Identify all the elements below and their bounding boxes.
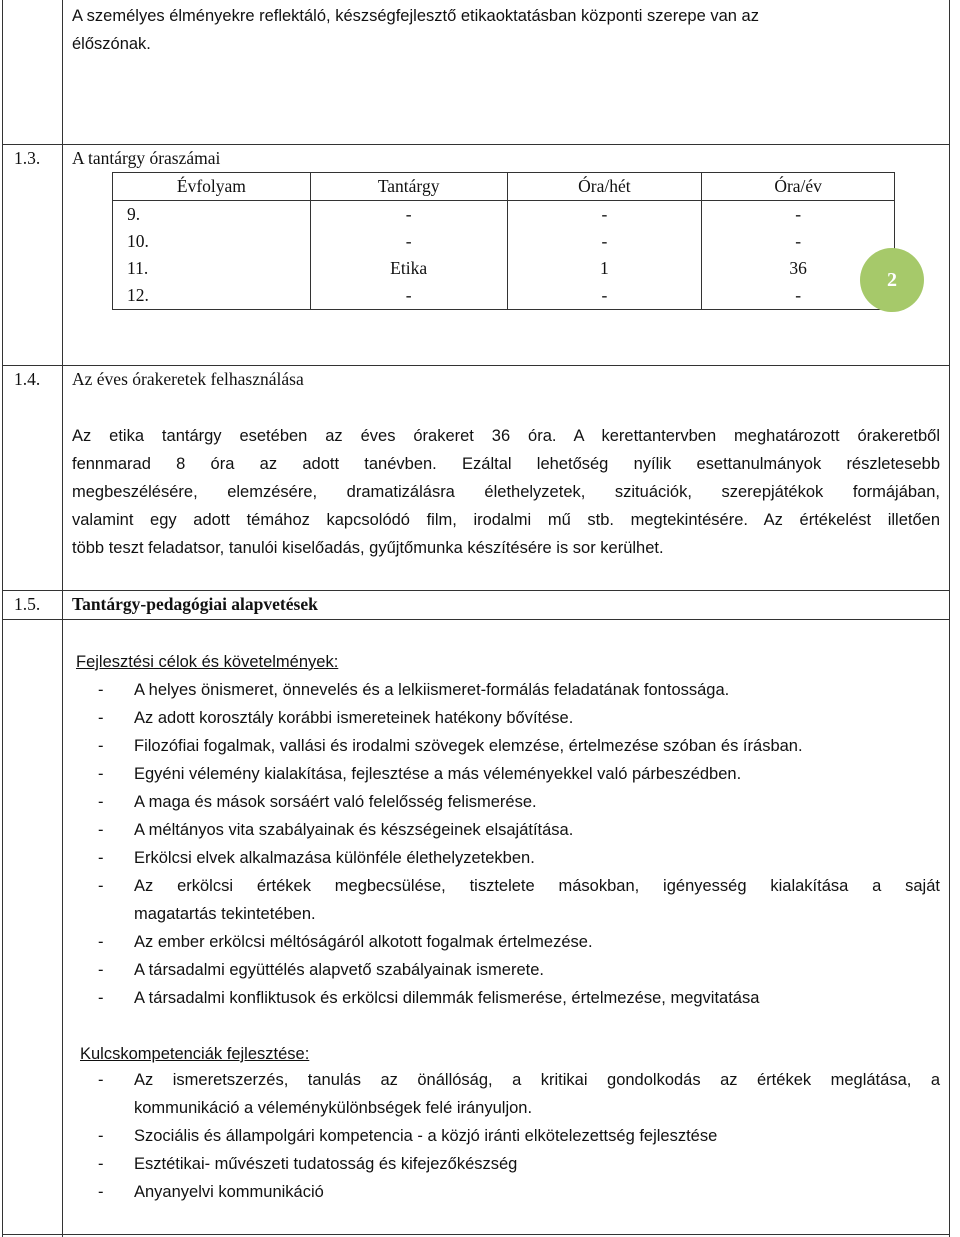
table-row — [113, 228, 895, 255]
goal-text — [134, 732, 940, 760]
section-1-4-paragraph — [72, 422, 940, 562]
goal-line: A maga és mások sorsáért való felelősség felismerése. — [134, 793, 537, 811]
table-row — [113, 201, 895, 229]
competency-line: Esztétikai- művészeti tudatosság és kifejezőkészség — [134, 1155, 518, 1173]
bullet-dash: - — [98, 1155, 104, 1173]
goal-item — [98, 928, 940, 956]
intro-line-2: élőszónak. — [72, 35, 151, 53]
goal-item — [98, 956, 940, 984]
goal-text — [134, 704, 940, 732]
cell-hours-week: - — [507, 201, 702, 229]
goal-text — [134, 816, 940, 844]
goal-line: Az erkölcsi értékek megbecsülése, tisztelete másokban, igényesség kialakítása a saját — [134, 877, 940, 895]
section-1-3-number: 1.3. — [14, 148, 41, 168]
goal-item — [98, 816, 940, 844]
bullet-dash: - — [98, 877, 104, 895]
goal-line: magatartás tekintetében. — [134, 905, 316, 923]
goal-item — [98, 704, 940, 732]
competency-text — [134, 1150, 940, 1178]
goal-line: Erkölcsi elvek alkalmazása különféle élethelyzetekben. — [134, 849, 535, 867]
competency-line: kommunikáció a véleménykülönbségek felé irányuljon. — [134, 1099, 533, 1117]
cell-hours-week: - — [507, 282, 702, 310]
bullet-dash: - — [98, 821, 104, 839]
goal-text — [134, 788, 940, 816]
goal-text — [134, 676, 940, 704]
cell-grade: 9. — [113, 201, 311, 229]
goal-line: Filozófiai fogalmak, vallási és irodalmi szövegek elemzése, értelmezése szóban és írásban. — [134, 737, 803, 755]
cell-hours-year: - — [702, 282, 895, 310]
bullet-dash: - — [98, 849, 104, 867]
competency-text — [134, 1066, 940, 1122]
competency-text — [134, 1178, 940, 1206]
goal-text — [134, 872, 940, 928]
row-divider-4 — [2, 619, 950, 620]
bullet-dash: - — [98, 1183, 104, 1201]
bullet-dash: - — [98, 793, 104, 811]
goal-text — [134, 956, 940, 984]
bullet-dash: - — [98, 933, 104, 951]
bullet-dash: - — [98, 765, 104, 783]
hours-table — [112, 172, 895, 310]
goal-line: A társadalmi együttélés alapvető szabályainak ismerete. — [134, 961, 544, 979]
paragraph-line: fennmarad 8 óra az adott tanévben. Ezáltal lehetőség nyílik esettanulmányok részletesebb — [72, 455, 940, 473]
bullet-dash: - — [98, 737, 104, 755]
goal-text — [134, 760, 940, 788]
bullet-dash: - — [98, 1071, 104, 1089]
goals-heading: Fejlesztési célok és követelmények: — [76, 653, 339, 671]
cell-hours-week: - — [507, 228, 702, 255]
goal-line: A méltányos vita szabályainak és készségeinek elsajátítása. — [134, 821, 574, 839]
competency-line: Szociális és állampolgári kompetencia - a közjó iránti elkötelezettség fejlesztése — [134, 1127, 718, 1145]
page-number-badge: 2 — [860, 248, 924, 312]
competency-item — [98, 1066, 940, 1122]
goal-text — [134, 844, 940, 872]
cell-subject: - — [310, 228, 507, 255]
goal-item — [98, 844, 940, 872]
goal-text — [134, 984, 940, 1012]
goal-item — [98, 676, 940, 704]
bullet-dash: - — [98, 681, 104, 699]
intro-line-1: A személyes élményekre reflektáló, készségfejlesztő etikaoktatásban központi szerepe van az — [72, 7, 759, 25]
cell-hours-week: 1 — [507, 255, 702, 282]
goal-text — [134, 928, 940, 956]
bullet-dash: - — [98, 709, 104, 727]
competencies-heading: Kulcskompetenciák fejlesztése: — [80, 1045, 310, 1063]
header-hours-week: Óra/hét — [507, 173, 702, 201]
section-1-5-title — [72, 590, 318, 618]
competency-text — [134, 1122, 940, 1150]
table-header-row — [113, 173, 895, 201]
goal-item — [98, 872, 940, 928]
header-grade: Évfolyam — [113, 173, 311, 201]
goal-line: A helyes önismeret, önnevelés és a lelkiismeret-formálás feladatának fontossága. — [134, 681, 730, 699]
goals-list — [98, 676, 940, 1012]
section-1-4-title: Az éves órakeretek felhasználása — [72, 369, 304, 389]
header-hours-year: Óra/év — [702, 173, 895, 201]
paragraph-line: valamint egy adott témához kapcsolódó film, irodalmi mű stb. megtekintésére. Az értékelést illetően — [72, 511, 940, 529]
bullet-dash: - — [98, 961, 104, 979]
competency-line: Az ismeretszerzés, tanulás az önállóság, a kritikai gondolkodás az értékek meglátása, a — [134, 1071, 940, 1089]
competency-item — [98, 1122, 940, 1150]
goal-line: A társadalmi konfliktusok és erkölcsi dilemmák felismerése, értelmezése, megvitatása — [134, 989, 760, 1007]
goal-item — [98, 984, 940, 1012]
bullet-dash: - — [98, 1127, 104, 1145]
cell-subject: - — [310, 282, 507, 310]
competencies-list — [98, 1066, 940, 1206]
cell-subject: - — [310, 201, 507, 229]
section-1-5-title-text: Tantárgy-pedagógiai alapvetések — [72, 594, 318, 614]
goal-line: Az ember erkölcsi méltóságáról alkotott fogalmak értelmezése. — [134, 933, 593, 951]
goal-line: Az adott korosztály korábbi ismereteinek hatékony bővítése. — [134, 709, 574, 727]
cell-grade: 10. — [113, 228, 311, 255]
paragraph-line: megbeszélésére, elemzésére, dramatizálásra élethelyzetek, szituációk, szerepjátékok formájában, — [72, 483, 940, 501]
section-1-4-number: 1.4. — [14, 369, 41, 389]
paragraph-line: több teszt feladatsor, tanulói kiselőadás, gyűjtőmunka készítésére is sor kerülhet. — [72, 539, 664, 557]
competency-item — [98, 1178, 940, 1206]
header-subject: Tantárgy — [310, 173, 507, 201]
table-row — [113, 282, 895, 310]
section-1-5-number: 1.5. — [14, 594, 41, 614]
paragraph-line: Az etika tantárgy esetében az éves órakeret 36 óra. A kerettantervben meghatározott órakeretből — [72, 427, 940, 445]
cell-subject: Etika — [310, 255, 507, 282]
competency-line: Anyanyelvi kommunikáció — [134, 1183, 324, 1201]
bullet-dash: - — [98, 989, 104, 1007]
cell-hours-year: - — [702, 201, 895, 229]
goal-line: Egyéni vélemény kialakítása, fejlesztése a más véleményekkel való párbeszédben. — [134, 765, 742, 783]
bottom-border — [2, 1234, 950, 1235]
goal-item — [98, 760, 940, 788]
table-row — [113, 255, 895, 282]
section-1-3-title: A tantárgy óraszámai — [72, 148, 221, 168]
cell-hours-year: 36 — [702, 255, 895, 282]
cell-grade: 12. — [113, 282, 311, 310]
cell-grade: 11. — [113, 255, 311, 282]
goal-item — [98, 788, 940, 816]
cell-hours-year: - — [702, 228, 895, 255]
competency-item — [98, 1150, 940, 1178]
goal-item — [98, 732, 940, 760]
